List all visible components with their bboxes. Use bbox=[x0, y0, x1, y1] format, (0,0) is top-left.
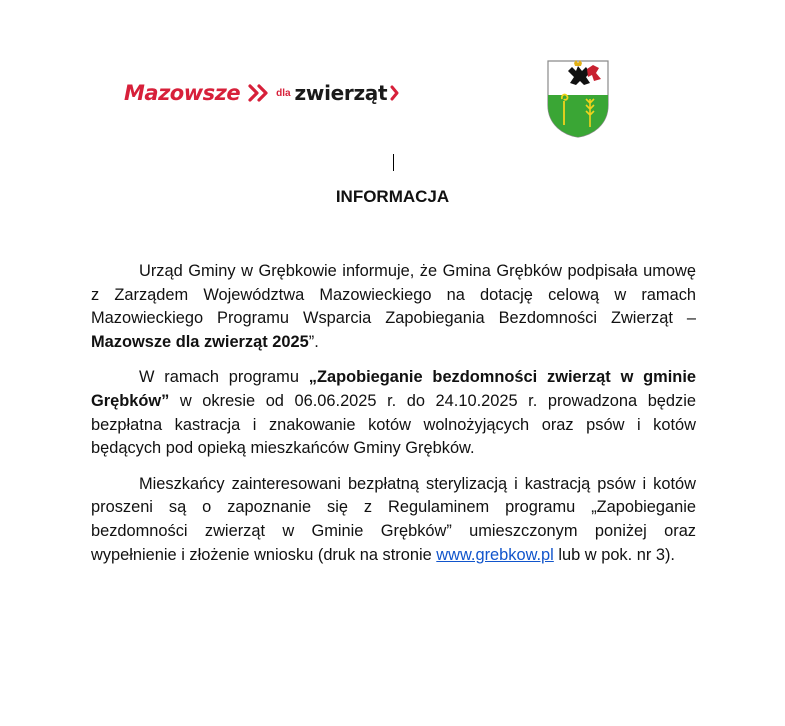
paragraph-2-start: W ramach programu bbox=[139, 368, 309, 387]
paragraph-2-end: w okresie od 06.06.2025 r. do 24.10.2025 r. prowadzona będzie bezpłatna kastracja i znakowanie kotów wolnożyjących oraz psów i kotów będących pod opieką mieszkańców Gminy Grębków. bbox=[91, 391, 696, 458]
coat-of-arms-icon bbox=[546, 59, 610, 139]
paragraph-2 bbox=[91, 366, 696, 460]
logo-zwierzat-text: zwierząt bbox=[294, 81, 388, 105]
paragraph-3-start: Mieszkańcy zainteresowani bezpłatną sterylizacją i kastracją psów i kotów proszeni są o zapoznanie się z Regulaminem programu „Zapobieganie bezdomności zwierząt w Gminie Grębków” umieszczonym poniżej oraz wypełnienie i złożenie wniosku (druk na stronie bbox=[91, 474, 696, 564]
paragraph-1 bbox=[91, 260, 696, 354]
paragraph-1-text: Urząd Gminy w Grębkowie informuje, że Gmina Grębków podpisała umowę z Zarządem Województwa Mazowieckiego na dotację celową w ramach Mazowieckiego Programu Wsparcia Zapobiegania Bezdomności Zwierząt – bbox=[91, 262, 696, 328]
document-title: INFORMACJA bbox=[335, 187, 450, 206]
double-chevron-icon bbox=[248, 83, 270, 103]
website-link[interactable]: www.grebkow.pl bbox=[436, 545, 554, 564]
document-body bbox=[91, 260, 696, 579]
text-cursor bbox=[393, 154, 394, 171]
paragraph-3-end: lub w pok. nr 3). bbox=[553, 545, 675, 564]
program-name: Mazowsze dla zwierząt 2025 bbox=[91, 332, 309, 351]
logo-dla-text: dla bbox=[276, 87, 291, 99]
paragraph-3 bbox=[91, 473, 696, 567]
paragraph-1-end: ”. bbox=[308, 332, 319, 351]
chevron-right-icon bbox=[390, 83, 400, 103]
task-name: „Zapobieganie bezdomności zwierząt w gminie Grębków” bbox=[91, 368, 696, 410]
logo-mazowsze-text: Mazowsze bbox=[124, 81, 241, 105]
mazowsze-dla-zwierzat-logo bbox=[124, 78, 400, 108]
